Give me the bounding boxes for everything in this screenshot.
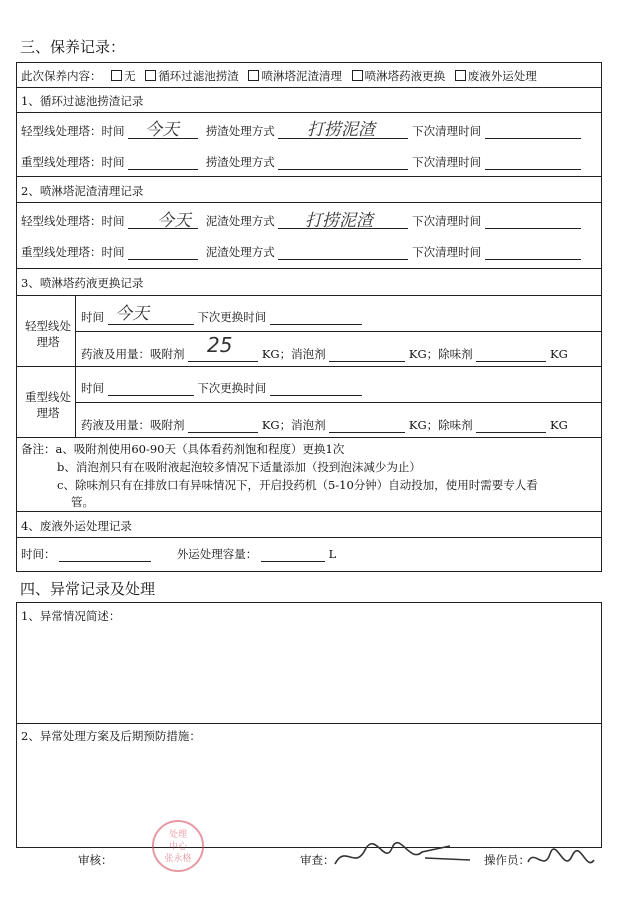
sludge-light-next-field[interactable] xyxy=(485,216,581,229)
option-none[interactable]: 无 xyxy=(111,69,136,83)
divider xyxy=(17,437,601,438)
liquid-heavy-time-field[interactable] xyxy=(108,383,194,396)
checkbox-icon[interactable] xyxy=(352,70,363,81)
waste-volume-field[interactable] xyxy=(261,549,325,562)
handwritten-time: 今天 xyxy=(157,211,191,231)
checkbox-icon[interactable] xyxy=(455,70,466,81)
liquid-light-next-field[interactable] xyxy=(270,312,362,325)
notes-line-b: b、消泡剂只有在吸附液起泡较多情况下适量添加（投到泡沫减少为止） xyxy=(57,460,421,474)
liquid-heavy-time-row: 时间 下次更换时间 xyxy=(81,380,362,396)
sludge-title: 2、喷淋塔泥渣清理记录 xyxy=(21,184,144,198)
filter-heavy-next-field[interactable] xyxy=(485,157,581,170)
liquid-heavy-adsorbent-field[interactable] xyxy=(188,420,258,433)
anomaly-plan-label: 2、异常处理方案及后期预防措施： xyxy=(21,729,201,743)
handwritten-method: 打捞泥渣 xyxy=(305,211,373,231)
sludge-light-row: 轻型线处理塔：时间 泥渣处理方式 下次清理时间 xyxy=(21,213,581,229)
waste-row: 时间： 外运处理容量： L xyxy=(21,547,337,561)
operator-label: 操作员： xyxy=(484,853,530,867)
filter-heavy-time-field[interactable] xyxy=(128,157,198,170)
filter-light-next-field[interactable] xyxy=(485,126,581,139)
divider xyxy=(17,176,601,177)
anomaly-box xyxy=(16,602,602,848)
liquid-heavy-dose-row: 药液及用量：吸附剂 KG；消泡剂 KG；除味剂 KG xyxy=(81,418,568,432)
handwritten-dose: 25 xyxy=(207,333,233,357)
divider xyxy=(75,331,601,332)
divider xyxy=(17,202,601,203)
content-row xyxy=(21,68,537,84)
audit-label: 审核： xyxy=(78,853,113,867)
review-signature xyxy=(330,836,480,876)
notes-line-a: 备注：a、吸附剂使用60-90天（具体看药剂饱和程度）更换1次 xyxy=(21,442,345,456)
option-filter[interactable]: 循环过滤池捞渣 xyxy=(145,69,239,83)
option-waste[interactable]: 废液外运处理 xyxy=(455,69,537,83)
waste-time-field[interactable] xyxy=(59,549,151,562)
heavy-tower-label: 重型线处理塔 xyxy=(25,390,71,420)
divider xyxy=(17,723,601,724)
content-label: 此次保养内容： xyxy=(21,69,102,83)
section4-title: 四、异常记录及处理 xyxy=(20,580,156,598)
review-label: 审查： xyxy=(300,853,335,867)
option-liquid[interactable]: 喷淋塔药液更换 xyxy=(352,69,446,83)
handwritten-time: 今天 xyxy=(115,304,149,324)
liquid-light-dose-row: 药液及用量：吸附剂 KG；消泡剂 KG；除味剂 KG xyxy=(81,347,568,361)
liquid-heavy-defoam-field[interactable] xyxy=(329,420,405,433)
sludge-heavy-method-field[interactable] xyxy=(278,247,408,260)
divider xyxy=(17,537,601,538)
handwritten-method: 打捞泥渣 xyxy=(307,120,375,140)
divider xyxy=(17,268,601,269)
divider xyxy=(17,87,601,88)
operator-signature xyxy=(524,842,604,882)
divider xyxy=(17,295,601,296)
option-sludge[interactable]: 喷淋塔泥渣清理 xyxy=(248,69,342,83)
light-tower-label: 轻型线处理塔 xyxy=(25,319,71,349)
checkbox-icon[interactable] xyxy=(111,70,122,81)
checkbox-icon[interactable] xyxy=(248,70,259,81)
filter-heavy-method-field[interactable] xyxy=(278,157,408,170)
filter-heavy-row: 重型线处理塔：时间 捞渣处理方式 下次清理时间 xyxy=(21,154,581,170)
liquid-title: 3、喷淋塔药液更换记录 xyxy=(21,276,144,290)
section3-title: 三、保养记录： xyxy=(20,38,126,56)
handwritten-time: 今天 xyxy=(145,120,179,140)
notes-line-c2: 管。 xyxy=(71,495,94,509)
red-seal-stamp: 处理 中心 张永格 xyxy=(152,820,204,872)
divider xyxy=(17,366,601,367)
checkbox-icon[interactable] xyxy=(145,70,156,81)
divider xyxy=(75,402,601,403)
notes-line-c: c、除味剂只有在排放口有异味情况下，开启投药机（5-10分钟）自动投加，使用时需要专人看 xyxy=(57,478,538,492)
maintenance-table xyxy=(16,62,602,572)
waste-title: 4、废液外运处理记录 xyxy=(21,519,132,533)
filter-light-row: 轻型线处理塔：时间 捞渣处理方式 下次清理时间 xyxy=(21,123,581,139)
divider xyxy=(17,511,601,512)
sludge-heavy-row: 重型线处理塔：时间 泥渣处理方式 下次清理时间 xyxy=(21,244,581,260)
sludge-heavy-next-field[interactable] xyxy=(485,247,581,260)
liquid-light-deodor-field[interactable] xyxy=(476,349,546,362)
liquid-heavy-next-field[interactable] xyxy=(270,383,362,396)
anomaly-desc-label: 1、异常情况简述： xyxy=(21,609,121,623)
liquid-light-time-row: 时间 下次更换时间 xyxy=(81,309,362,325)
sludge-heavy-time-field[interactable] xyxy=(128,247,198,260)
liquid-heavy-deodor-field[interactable] xyxy=(476,420,546,433)
divider xyxy=(17,112,601,113)
filter-title: 1、循环过滤池捞渣记录 xyxy=(21,94,144,108)
liquid-light-defoam-field[interactable] xyxy=(329,349,405,362)
